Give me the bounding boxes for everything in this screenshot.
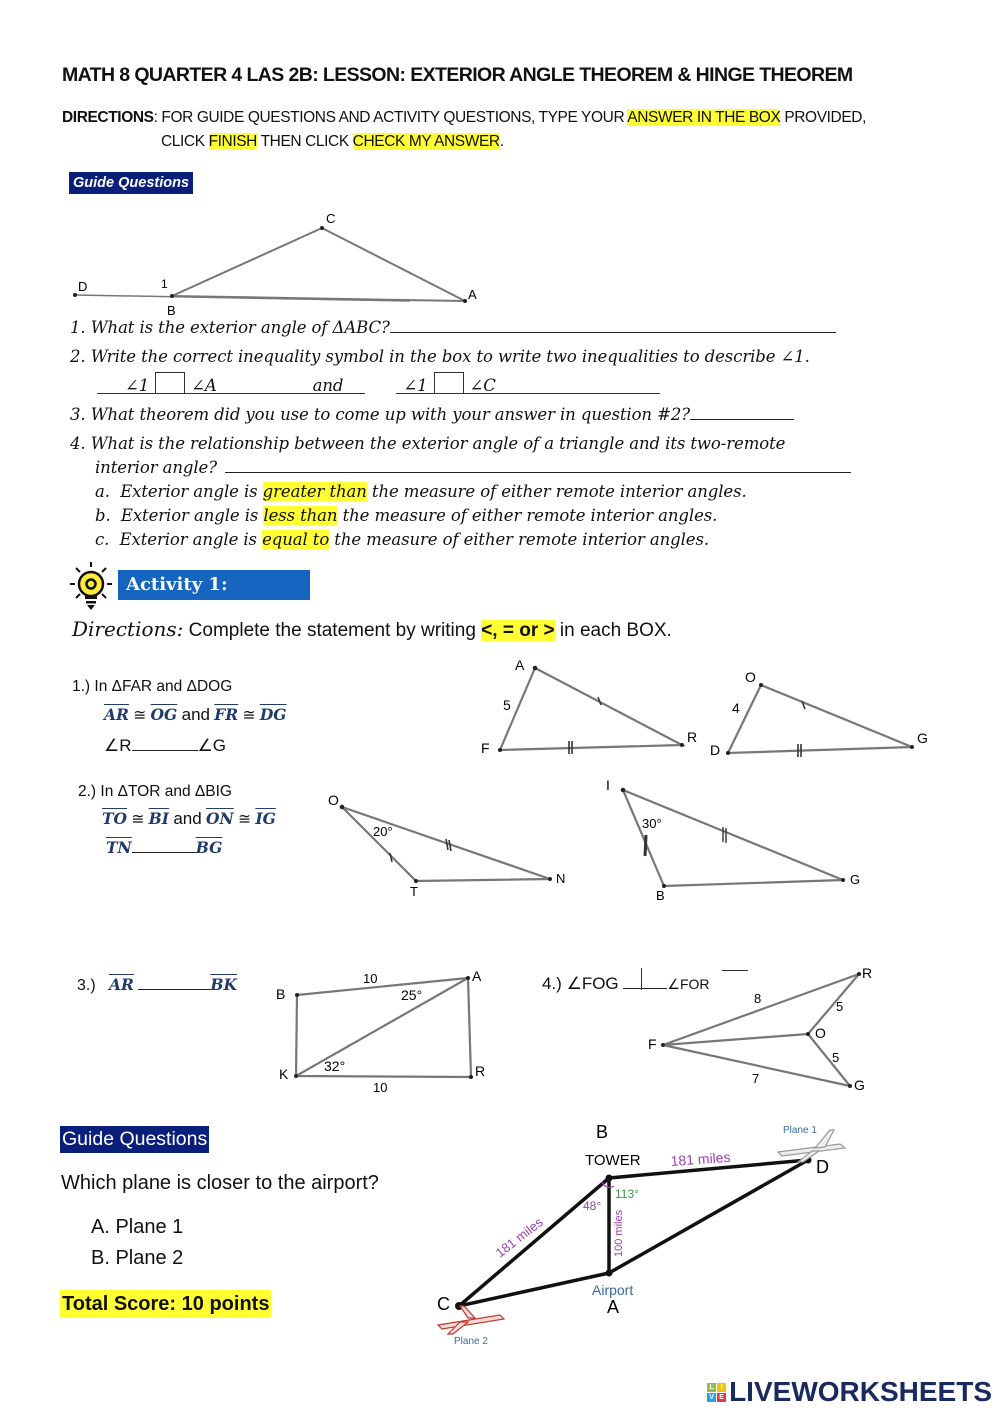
option-highlight: equal to: [262, 530, 330, 549]
segment-bk: $\overline{BK}$: [210, 975, 237, 994]
label-g: G: [850, 872, 861, 887]
lightbulb-icon: [64, 562, 120, 612]
label-c: C: [326, 211, 336, 226]
triangle-far: [500, 668, 682, 750]
question-4-line-1: 4. What is the relationship between the exterior angle of a triangle and its two-remote: [70, 434, 786, 453]
segment-bc: [459, 1178, 609, 1306]
directions-text: CLICK: [161, 133, 209, 150]
answer-blank-item-3[interactable]: [138, 975, 210, 990]
label-o: O: [745, 669, 756, 685]
logo-letter: I: [717, 1383, 726, 1392]
angle-c-label: ∠C: [469, 376, 496, 395]
directions-text: THEN CLICK: [256, 133, 353, 150]
segment-bg: $\overline{BG}$: [195, 838, 223, 857]
directions-text: Complete the statement by writing: [183, 620, 482, 641]
segment-ar: $\overline{AR}$: [109, 975, 134, 994]
question-4-line-2: [95, 458, 851, 477]
logo-letter: E: [717, 1393, 726, 1402]
option-text: Exterior angle is: [119, 530, 263, 549]
label-d: D: [816, 1157, 829, 1177]
airport-label: Airport: [592, 1282, 634, 1298]
triangle-abc-figure: [60, 205, 500, 320]
item-3-number: 3.): [77, 977, 96, 994]
side-fg-length: 7: [752, 1071, 760, 1086]
plane-2-label: Plane 2: [454, 1336, 488, 1347]
side-bc: [172, 228, 322, 296]
directions-text: in each BOX.: [554, 620, 672, 641]
option-letter: a.: [95, 482, 110, 501]
angle-a-measure: 25°: [401, 987, 423, 1003]
side-ca: [322, 228, 465, 301]
option-a: [95, 482, 747, 501]
plane-question: Which plane is closer to the airport?: [61, 1172, 379, 1194]
triangle-tor-figure: [320, 785, 580, 905]
side-ba: [172, 296, 465, 301]
question-2: 2. Write the correct inequality symbol in the box to write two inequalities to describe ∠1.: [70, 347, 810, 366]
question-1: [70, 318, 836, 337]
answer-blank-1[interactable]: [390, 318, 836, 333]
label-a: A: [468, 287, 477, 302]
side-bd-label: 181 miles: [670, 1148, 731, 1169]
activity-directions: [72, 617, 672, 642]
option-c: [95, 530, 709, 549]
label-t: T: [410, 884, 418, 899]
guide-questions-badge-2: Guide Questions: [60, 1126, 209, 1153]
point-d: [73, 293, 77, 297]
directions-line-1: [62, 106, 866, 130]
label-g: G: [854, 1077, 865, 1093]
directions-highlight-answer-box: ANSWER IN THE BOX: [627, 109, 781, 126]
answer-box-2a[interactable]: [155, 372, 185, 394]
directions-text: PROVIDED,: [780, 109, 866, 126]
guide-questions-badge: Guide Questions: [69, 172, 193, 194]
option-letter: b.: [95, 506, 111, 525]
answer-box-2b[interactable]: [434, 372, 464, 394]
item-1-statement: [104, 736, 226, 756]
side-ba-length: 10: [363, 971, 378, 986]
side-or-length: 5: [836, 999, 844, 1014]
side-do-length: 4: [732, 700, 740, 716]
item-2-heading: 2.) In ΔTOR and ΔBIG: [78, 783, 232, 800]
option-highlight: less than: [263, 506, 338, 525]
airport-tower-figure: [420, 1110, 860, 1360]
option-highlight: greater than: [262, 482, 367, 501]
label-f: F: [648, 1036, 657, 1052]
question-3: [70, 405, 794, 424]
option-text: the measure of either remote interior angles.: [329, 530, 709, 549]
segment-to: $\overline{TO}$: [102, 809, 128, 828]
option-letter: c.: [95, 530, 110, 549]
logo-letter: V: [707, 1393, 716, 1402]
label-i: I: [606, 777, 610, 793]
tower-label: TOWER: [585, 1152, 641, 1169]
angle-a-label: ∠A: [191, 376, 217, 395]
angle-r-label: ∠R: [104, 736, 132, 755]
segment-fr: $\overline{FR}$: [214, 705, 239, 724]
angle-o-measure: 20°: [373, 824, 393, 839]
label-o: O: [815, 1025, 826, 1041]
question-4-text: interior angle?: [95, 458, 217, 477]
figure-forg: [640, 960, 890, 1100]
answer-blank-4[interactable]: [225, 458, 851, 473]
label-k: K: [279, 1066, 289, 1082]
option-b: [95, 506, 717, 525]
answer-blank-item-1[interactable]: [132, 736, 198, 751]
liveworksheets-logo-icon: [707, 1383, 726, 1402]
brand-name: LIVEWORKSHEETS: [729, 1376, 992, 1407]
side-ba-label: 100 miles: [613, 1209, 625, 1257]
angle-1-label: ∠1: [403, 376, 428, 395]
option-text: the measure of either remote interior angles.: [366, 482, 747, 501]
segment-dg: $\overline{DG}$: [259, 705, 287, 724]
side-fr-length: 8: [754, 991, 762, 1006]
label-a: A: [515, 657, 525, 673]
label-r: R: [687, 729, 698, 745]
point-b: [170, 294, 174, 298]
option-text: Exterior angle is: [120, 506, 264, 525]
directions-line-2: [161, 130, 504, 154]
directions-text: : FOR GUIDE QUESTIONS AND ACTIVITY QUESTIONS, TYPE YOUR: [153, 109, 628, 126]
segment-og: $\overline{OG}$: [150, 705, 178, 724]
question-3-text: 3. What theorem did you use to come up with your answer in question #2?: [70, 405, 690, 424]
and-label: and: [173, 809, 202, 828]
label-f: F: [481, 740, 490, 756]
angle-1-label: ∠1: [125, 376, 150, 395]
label-b: B: [656, 888, 665, 903]
label-o: O: [328, 792, 339, 808]
activity-1-banner: Activity 1:: [118, 570, 310, 600]
item-2-given: [102, 809, 276, 829]
liveworksheets-brand: [707, 1376, 992, 1408]
side-og-length: 5: [832, 1050, 840, 1065]
angle-k-measure: 32°: [324, 1058, 346, 1074]
angle-g-label: ∠G: [197, 736, 226, 755]
label-r: R: [862, 965, 873, 981]
question-2-inequalities: [97, 372, 496, 395]
directions-symbols-highlight: <, = or >: [481, 620, 555, 641]
answer-blank-item-2[interactable]: [132, 838, 196, 853]
segment-ig: $\overline{IG}$: [255, 809, 276, 828]
label-a: A: [607, 1297, 620, 1317]
option-plane-2[interactable]: B. Plane 2: [91, 1247, 184, 1269]
segment-on: $\overline{ON}$: [206, 809, 234, 828]
label-b: B: [276, 986, 286, 1002]
directions-lead: Directions:: [72, 617, 184, 641]
triangles-far-dog-figure: [470, 655, 950, 765]
segment-ac: [459, 1273, 609, 1306]
point-a: [463, 299, 467, 303]
label-b: B: [167, 303, 176, 318]
item-3-statement: [77, 975, 237, 995]
option-text: Exterior angle is: [120, 482, 263, 501]
label-n: N: [556, 871, 566, 886]
side-kr-length: 10: [373, 1080, 388, 1095]
triangle-big-figure: [590, 770, 880, 910]
label-angle-1: 1: [161, 277, 168, 291]
point-c: [320, 226, 324, 230]
underline: [97, 393, 365, 394]
directions-highlight-finish: FINISH: [208, 133, 257, 150]
worksheet-title: MATH 8 QUARTER 4 LAS 2B: LESSON: EXTERIOR ANGLE THEOREM & HINGE THEOREM: [62, 64, 853, 86]
triangle-dog: [728, 685, 912, 753]
total-score: Total Score: 10 points: [60, 1290, 271, 1318]
label-g: G: [917, 730, 928, 746]
side-fa-length: 5: [503, 697, 511, 713]
directions-highlight-check: CHECK MY ANSWER: [352, 133, 500, 150]
congruent-symbol: ≅: [131, 811, 145, 828]
quadrilateral-bakr-figure: [270, 960, 500, 1100]
item-2-statement: [106, 838, 222, 858]
angle-113: 113°: [615, 1187, 639, 1201]
angle-48: 48°: [583, 1199, 602, 1213]
congruent-symbol: ≅: [133, 707, 147, 724]
label-d: D: [78, 279, 88, 294]
option-text: the measure of either remote interior angles.: [337, 506, 718, 525]
congruent-symbol: ≅: [238, 811, 252, 828]
directions-label: DIRECTIONS: [62, 109, 154, 126]
and-label: and: [181, 705, 210, 724]
segment-bi: $\overline{BI}$: [148, 809, 170, 828]
segment-tn: $\overline{TN}$: [106, 838, 132, 857]
item-4-number: 4.): [542, 974, 562, 993]
label-c: C: [437, 1294, 450, 1314]
item-1-given: [104, 705, 287, 725]
label-r: R: [475, 1063, 486, 1079]
plane-1-label: Plane 1: [783, 1125, 817, 1136]
item-1-heading: 1.) In ΔFAR and ΔDOG: [72, 678, 233, 695]
segment-ar: $\overline{AR}$: [104, 705, 129, 724]
side-cb-label: 181 miles: [492, 1214, 546, 1261]
angle-i-measure: 30°: [642, 816, 662, 831]
angle-fog-label: ∠FOG: [566, 974, 619, 993]
label-a: A: [472, 968, 482, 984]
logo-letter: L: [707, 1383, 716, 1392]
and-label: and: [312, 376, 344, 395]
label-d: D: [710, 742, 721, 758]
answer-blank-3[interactable]: [690, 405, 794, 420]
congruent-symbol: ≅: [242, 707, 256, 724]
angle-for-label: ∠FOR: [667, 976, 710, 992]
label-b: B: [596, 1122, 609, 1142]
option-plane-1[interactable]: A. Plane 1: [91, 1216, 184, 1238]
question-1-text: 1. What is the exterior angle of ΔABC?: [70, 318, 390, 337]
directions-text: .: [499, 133, 504, 150]
underline: [396, 393, 660, 394]
